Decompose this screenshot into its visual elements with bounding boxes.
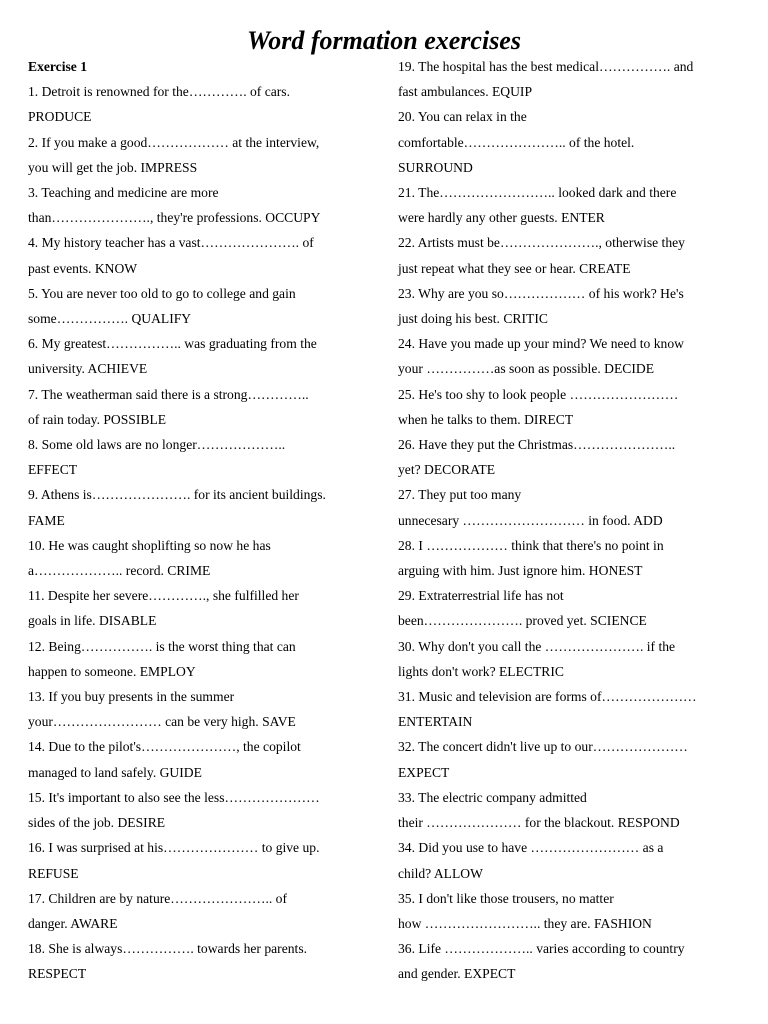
exercise-line: arguing with him. Just ignore him. HONEST (398, 563, 643, 579)
exercise-line: 11. Despite her severe…………., she fulfilled her (28, 588, 299, 604)
exercise-item (28, 482, 374, 532)
right-column (398, 54, 746, 987)
exercise-line: 15. It's important to also see the less………………… (28, 789, 320, 805)
exercise-item (28, 634, 374, 684)
exercise-item (28, 936, 374, 986)
left-exercise-list (28, 79, 374, 986)
exercise-line: danger. AWARE (28, 915, 118, 931)
exercise-line: unnecesary ……………………… in food. ADD (398, 512, 663, 528)
exercise-item (28, 230, 374, 280)
exercise-line: 29. Extraterrestrial life has not (398, 588, 564, 604)
exercise-line: and gender. EXPECT (398, 966, 516, 982)
exercise-item (398, 886, 746, 936)
exercise-line: 8. Some old laws are no longer……………….. (28, 437, 286, 453)
exercise-line: child? ALLOW (398, 865, 483, 881)
exercise-item (398, 734, 746, 784)
exercise-line: 36. Life ……………….. varies according to country (398, 941, 685, 957)
exercise-line: your…………………… can be very high. SAVE (28, 714, 296, 730)
exercise-line: 9. Athens is…………………. for its ancient buildings. (28, 487, 326, 503)
exercise-line: 5. You are never too old to go to college and gain (28, 285, 296, 301)
exercise-line: just repeat what they see or hear. CREATE (398, 260, 631, 276)
exercise-line: their ………………… for the blackout. RESPOND (398, 815, 680, 831)
exercise-line: 2. If you make a good……………… at the interview, (28, 134, 320, 150)
exercise-item (28, 684, 374, 734)
exercise-line: 19. The hospital has the best medical……………. and (398, 59, 694, 74)
exercise-item (28, 382, 374, 432)
exercise-line: 10. He was caught shoplifting so now he has (28, 537, 271, 553)
exercise-line: of rain today. POSSIBLE (28, 411, 167, 427)
exercise-line: 25. He's too shy to look people …………………… (398, 386, 679, 402)
exercise-line: REFUSE (28, 865, 79, 881)
exercise-item (398, 104, 746, 180)
exercise-line: your ……………as soon as possible. DECIDE (398, 361, 654, 377)
exercise-line: 7. The weatherman said there is a strong………….. (28, 386, 309, 402)
exercise-line: just doing his best. CRITIC (398, 311, 548, 327)
exercise-item (28, 281, 374, 331)
exercise-heading: Exercise 1 (28, 59, 88, 74)
exercise-line: how …………………….. they are. FASHION (398, 915, 652, 931)
exercise-line: comfortable………………….. of the hotel. (398, 134, 635, 150)
exercise-line: 34. Did you use to have …………………… as a (398, 840, 664, 856)
exercise-line: you will get the job. IMPRESS (28, 159, 198, 175)
exercise-line: past events. KNOW (28, 260, 138, 276)
exercise-line: 12. Being……………. is the worst thing that can (28, 638, 296, 654)
exercise-item (28, 180, 374, 230)
exercise-item (398, 281, 746, 331)
exercise-item (398, 936, 746, 986)
exercise-line: SURROUND (398, 159, 473, 175)
exercise-line: lights don't work? ELECTRIC (398, 663, 564, 679)
exercise-item (398, 230, 746, 280)
exercise-line: 23. Why are you so……………… of his work? He's (398, 285, 684, 301)
exercise-item (28, 886, 374, 936)
exercise-line: 31. Music and television are forms of………………… (398, 689, 697, 705)
exercise-line: 35. I don't like those trousers, no matter (398, 890, 614, 906)
exercise-line: 6. My greatest…………….. was graduating from the (28, 336, 317, 352)
exercise-line: 27. They put too many (398, 487, 522, 503)
exercise-line: were hardly any other guests. ENTER (398, 210, 605, 226)
exercise-item (28, 583, 374, 633)
exercise-item (28, 734, 374, 784)
exercise-line: goals in life. DISABLE (28, 613, 157, 629)
exercise-item (398, 54, 746, 104)
exercise-line: FAME (28, 512, 65, 528)
exercise-item (398, 180, 746, 230)
exercise-item (28, 79, 374, 129)
exercise-line: a……………….. record. CRIME (28, 563, 211, 579)
right-exercise-list (398, 54, 746, 987)
exercise-line: 14. Due to the pilot's…………………, the copilot (28, 739, 301, 755)
exercise-line: 33. The electric company admitted (398, 789, 587, 805)
exercise-line: 4. My history teacher has a vast…………………. of (28, 235, 314, 251)
exercise-line: 1. Detroit is renowned for the…………. of cars. (28, 84, 290, 100)
exercise-item (28, 331, 374, 381)
exercise-line: 20. You can relax in the (398, 109, 527, 125)
exercise-item (28, 835, 374, 885)
exercise-line: sides of the job. DESIRE (28, 815, 166, 831)
exercise-line: 13. If you buy presents in the summer (28, 689, 235, 705)
exercise-line: 17. Children are by nature………………….. of (28, 890, 287, 906)
exercise-line: EXPECT (398, 764, 450, 780)
exercise-item (398, 785, 746, 835)
exercise-item (398, 684, 746, 734)
exercise-item (28, 130, 374, 180)
exercise-item (398, 835, 746, 885)
exercise-item (398, 432, 746, 482)
exercise-line: 22. Artists must be…………………., otherwise they (398, 235, 685, 251)
exercise-line: 26. Have they put the Christmas………………….. (398, 437, 676, 453)
exercise-line: 28. I ……………… think that there's no point in (398, 537, 664, 553)
exercise-item (398, 583, 746, 633)
exercise-line: 3. Teaching and medicine are more (28, 185, 219, 201)
exercise-line: managed to land safely. GUIDE (28, 764, 202, 780)
exercise-line: yet? DECORATE (398, 462, 496, 478)
exercise-line: 16. I was surprised at his………………… to give up. (28, 840, 320, 856)
exercise-line: happen to someone. EMPLOY (28, 663, 196, 679)
exercise-line: than…………………., they're professions. OCCUPY (28, 210, 321, 226)
exercise-line: RESPECT (28, 966, 87, 982)
exercise-line: university. ACHIEVE (28, 361, 148, 377)
exercise-item (398, 482, 746, 532)
exercise-line: 21. The…………………….. looked dark and there (398, 185, 677, 201)
page-title: Word formation exercises (247, 26, 521, 55)
exercise-item (28, 533, 374, 583)
exercise-line: when he talks to them. DIRECT (398, 411, 574, 427)
exercise-line: 30. Why don't you call the …………………. if the (398, 638, 676, 654)
exercise-item (28, 785, 374, 835)
exercise-item (28, 432, 374, 482)
exercise-item (398, 533, 746, 583)
exercise-line: 32. The concert didn't live up to our………………… (398, 739, 688, 755)
exercise-line: PRODUCE (28, 109, 92, 125)
left-column (28, 54, 374, 987)
exercise-line: fast ambulances. EQUIP (398, 84, 533, 100)
exercise-line: 24. Have you made up your mind? We need to know (398, 336, 684, 352)
exercise-line: EFFECT (28, 462, 78, 478)
exercise-line: 18. She is always……………. towards her parents. (28, 941, 308, 957)
exercise-item (398, 634, 746, 684)
exercise-item (398, 382, 746, 432)
exercise-item (398, 331, 746, 381)
exercise-line: some……………. QUALIFY (28, 311, 192, 327)
exercise-line: ENTERTAIN (398, 714, 473, 730)
exercise-line: been…………………. proved yet. SCIENCE (398, 613, 647, 629)
